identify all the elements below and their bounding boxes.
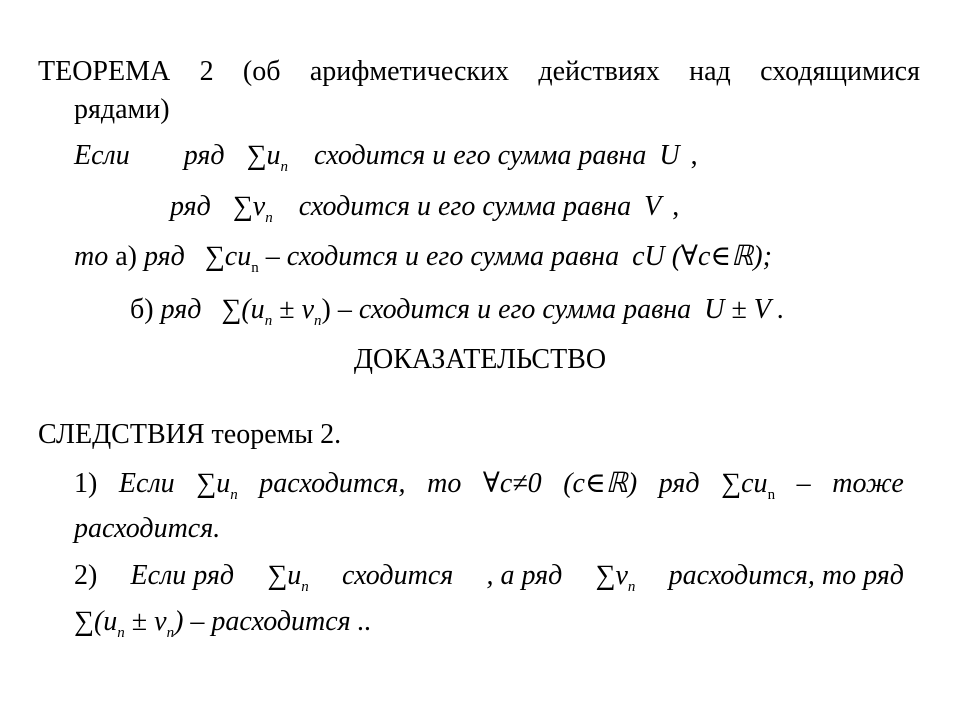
- theorem-condition-v: ряд $\sum v_n$ сходится и его сумма равна V ,: [170, 191, 680, 226]
- corollary-1-line-2: расходится.: [74, 513, 221, 544]
- sum-sign: ∑: [221, 294, 242, 325]
- corollary-2-line-2: $\sum(u_n \pm v_n)$ – расходится ..: [74, 606, 372, 641]
- sum-sign: ∑: [204, 241, 225, 272]
- theorem-title-line-2: рядами): [74, 94, 170, 125]
- corollary-1-line-1: 1) Если $\sum u_n$ расходится, то ∀c≠0 (c∈ℝ) ряд $\sum cu_n$ – тоже: [74, 468, 904, 503]
- theorem-condition-u: Если ряд $\sum u_n$ сходится и его сумма равна U ,: [74, 140, 698, 175]
- proof-heading: ДОКАЗАТЕЛЬСТВО: [353, 344, 607, 375]
- sum-sign: ∑: [267, 560, 288, 591]
- sum-sign: ∑: [595, 560, 616, 591]
- theorem-title-line-1: [38, 58, 920, 86]
- corollaries-heading: СЛЕДСТВИЯ теоремы 2.: [38, 419, 342, 450]
- sum-sign: ∑: [74, 606, 94, 637]
- corollary-2-line-1: 2) Если ряд $\sum u_n$ сходится , а ряд $\sum v_n$ расходится, то ряд: [74, 560, 904, 595]
- theorem-title: ТЕОРЕМА 2 (об арифметических действиях над сходящимися: [38, 56, 920, 87]
- sum-sign: ∑: [721, 468, 742, 499]
- theorem-conclusion-b: б) ряд $\sum(u_n \pm v_n)$ – сходится и его сумма равна U ± V .: [130, 294, 785, 329]
- sum-sign: ∑: [246, 140, 267, 171]
- theorem-conclusion-a: то а) ряд $\sum cu_n$ – сходится и его сумма равна cU (∀c∈ℝ);: [74, 241, 772, 276]
- sum-sign: ∑: [232, 191, 253, 222]
- sum-sign: ∑: [196, 468, 217, 499]
